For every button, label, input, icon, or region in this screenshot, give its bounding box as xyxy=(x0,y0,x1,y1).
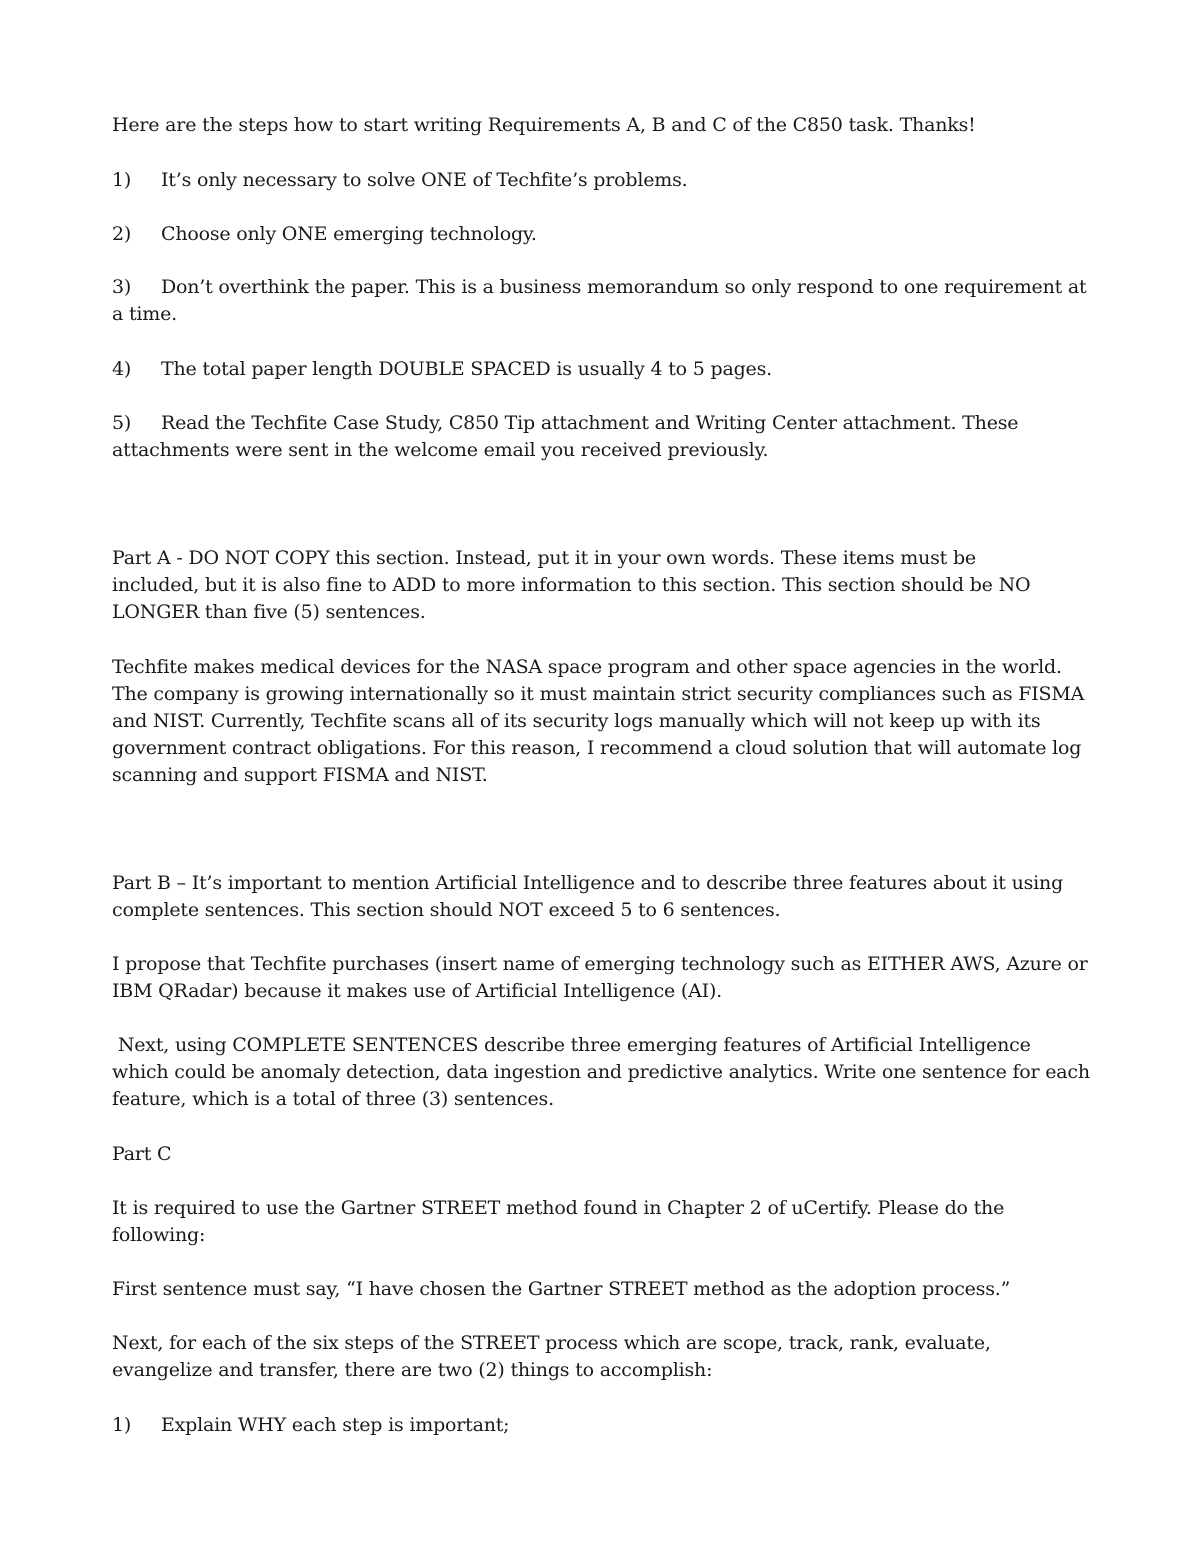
intro-text: Here are the steps how to start writing Requirements A, B and C of the C850 task. Thanks! xyxy=(112,114,976,136)
step-text: The total paper length DOUBLE SPACED is usually 4 to 5 pages. xyxy=(161,358,772,380)
part-b-proposal-line: I propose that Techfite purchases (insert name of emerging technology such as EITHER AWS, Azure or xyxy=(112,953,1088,975)
part-b-heading-line: complete sentences. This section should NOT exceed 5 to 6 sentences. xyxy=(112,899,781,921)
step-text: Read the Techfite Case Study, C850 Tip attachment and Writing Center attachment. These xyxy=(161,412,1019,434)
part-a-body-line: Techfite makes medical devices for the NASA space program and other space agencies in the world. xyxy=(112,656,1062,678)
part-a-heading-line: Part A - DO NOT COPY this section. Instead, put it in your own words. These items must be xyxy=(112,547,976,569)
part-c-task-item-1 xyxy=(112,1412,1102,1439)
step-number: 4) xyxy=(112,358,132,380)
step-number: 3) xyxy=(112,276,132,298)
part-a-body-line: The company is growing internationally so it must maintain strict security compliances such as FISMA xyxy=(112,683,1085,705)
part-c-next-line: evangelize and transfer, there are two (2) things to accomplish: xyxy=(112,1359,713,1381)
part-b-next-line: feature, which is a total of three (3) sentences. xyxy=(112,1088,554,1110)
part-a-body-line: government contract obligations. For this reason, I recommend a cloud solution that will automate log xyxy=(112,737,1082,759)
step-item-4 xyxy=(112,356,1102,383)
part-c-first-sentence: First sentence must say, “I have chosen the Gartner STREET method as the adoption process.” xyxy=(112,1278,1011,1300)
step-item-2 xyxy=(112,221,1102,248)
task-text: Explain WHY each step is important; xyxy=(161,1414,510,1436)
step-item-5 xyxy=(112,410,1102,437)
part-a-body-line: and NIST. Currently, Techfite scans all of its security logs manually which will not keep up with its xyxy=(112,710,1041,732)
part-b-next-line: which could be anomaly detection, data ingestion and predictive analytics. Write one sentence for each xyxy=(112,1061,1090,1083)
step-text: It’s only necessary to solve ONE of Techfite’s problems. xyxy=(161,169,688,191)
part-a-body-line: scanning and support FISMA and NIST. xyxy=(112,764,488,786)
part-b-proposal-line: IBM QRadar) because it makes use of Artificial Intelligence (AI). xyxy=(112,980,723,1002)
part-b-next-line: Next, using COMPLETE SENTENCES describe three emerging features of Artificial Intelligence xyxy=(112,1034,1031,1056)
part-b-heading-line: Part B – It’s important to mention Artificial Intelligence and to describe three features about it using xyxy=(112,872,1064,894)
part-a-heading-line: LONGER than five (5) sentences. xyxy=(112,601,426,623)
step-item-3 xyxy=(112,274,1102,301)
part-a-heading-line: included, but it is also fine to ADD to more information to this section. This section should be NO xyxy=(112,574,1031,596)
part-c-next-line: Next, for each of the six steps of the STREET process which are scope, track, rank, evaluate, xyxy=(112,1332,991,1354)
step-item-3-continued: a time. xyxy=(112,303,177,325)
part-c-heading: Part C xyxy=(112,1143,172,1165)
step-text: Choose only ONE emerging technology. xyxy=(161,223,537,245)
part-c-required-line: It is required to use the Gartner STREET method found in Chapter 2 of uCertify. Please do the xyxy=(112,1197,1005,1219)
step-number: 5) xyxy=(112,412,132,434)
step-text: Don’t overthink the paper. This is a business memorandum so only respond to one requirement at xyxy=(161,276,1087,298)
step-item-5-continued: attachments were sent in the welcome email you received previously. xyxy=(112,439,769,461)
step-number: 1) xyxy=(112,169,132,191)
task-number: 1) xyxy=(112,1414,132,1436)
step-item-1 xyxy=(112,167,1102,194)
step-number: 2) xyxy=(112,223,132,245)
part-c-required-line: following: xyxy=(112,1224,206,1246)
